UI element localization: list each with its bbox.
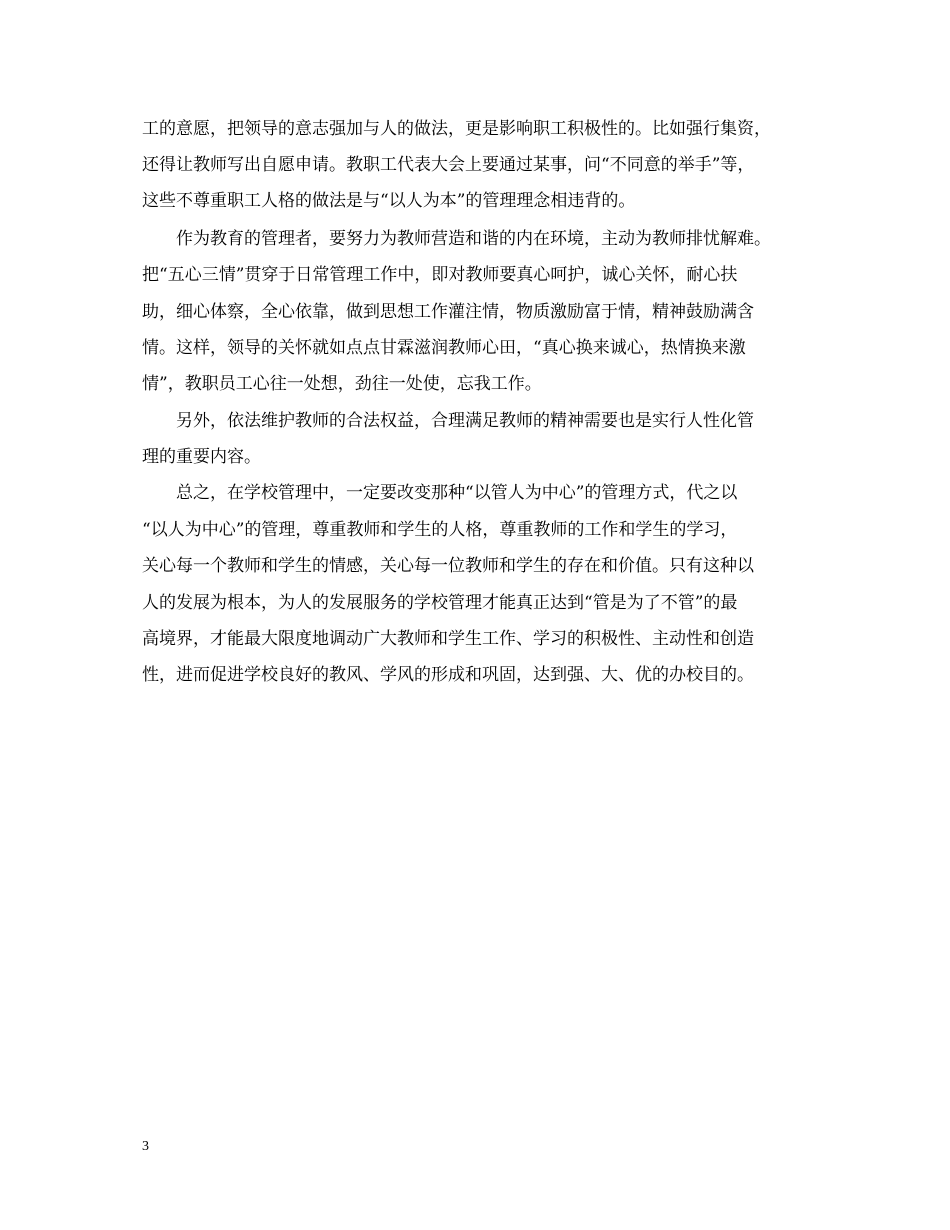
paragraph-line: 情。这样，领导的关怀就如点点甘霖滋润教师心田，“真心换来诚心，热情换来激 [142, 338, 746, 358]
paragraph-line: 这些不尊重职工人格的做法是与“以人为本”的管理理念相违背的。 [142, 191, 636, 211]
paragraph-line: 高境界，才能最大限度地调动广大教师和学生工作、学习的积极性、主动性和创造 [142, 629, 754, 649]
paragraph-line: 情”，教职员工心往一处想，劲往一处使，忘我工作。 [142, 374, 542, 394]
paragraph-line: 把“五心三情”贯穿于日常管理工作中，即对教师要真心呵护，诚心关怀，耐心扶 [142, 265, 738, 285]
paragraph-line: 性，进而促进学校良好的教风、学风的形成和巩固，达到强、大、优的办校目的。 [142, 665, 754, 685]
paragraph-line: 关心每一个教师和学生的情感，关心每一位教师和学生的存在和价值。只有这种以 [142, 556, 754, 576]
paragraph-line: 另外，依法维护教师的合法权益，合理满足教师的精神需要也是实行人性化管 [176, 411, 754, 431]
paragraph-line: 还得让教师写出自愿申请。教职工代表大会上要通过某事，问“不同意的举手”等， [142, 155, 755, 175]
paragraph-line: “以人为中心”的管理，尊重教师和学生的人格，尊重教师的工作和学生的学习， [142, 520, 738, 540]
paragraph-line: 理的重要内容。 [142, 447, 261, 467]
paragraph-line: 工的意愿，把领导的意志强加与人的做法，更是影响职工积极性的。比如强行集资， [142, 119, 771, 139]
paragraph-line: 人的发展为根本，为人的发展服务的学校管理才能真正达到“管是为了不管”的最 [142, 593, 738, 613]
paragraph-line: 总之，在学校管理中，一定要改变那种“以管人为中心”的管理方式，代之以 [176, 483, 738, 503]
paragraph-line: 助，细心体察，全心依靠，做到思想工作灌注情，物质激励富于情，精神鼓励满含 [142, 302, 754, 322]
page-number: 3 [142, 1139, 149, 1154]
paragraph-line: 作为教育的管理者，要努力为教师营造和谐的内在环境，主动为教师排忧解难。 [176, 229, 771, 249]
